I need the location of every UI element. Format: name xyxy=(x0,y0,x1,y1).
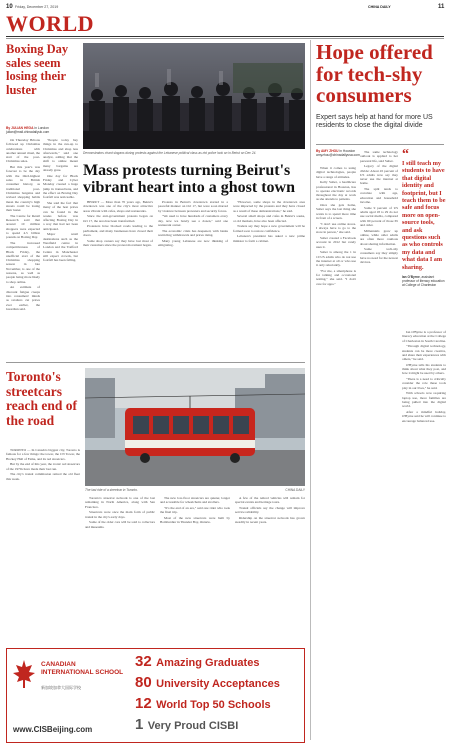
article3-p: Protests in Beirut's downtown started in a peaceful manner on Oct 17, but were soon marred by violence between protesters and security forces. xyxy=(158,200,228,213)
article4-col2 xyxy=(85,496,155,596)
article1-byline-loc: in London xyxy=(34,126,49,130)
article4-p: Some of the older cars will be sold to collectors and museums. xyxy=(85,520,155,529)
school-ad[interactable] xyxy=(6,648,305,743)
page-number: 10 xyxy=(6,4,13,10)
article4-p: The city's transit commission retired the old fleet this week. xyxy=(6,472,80,481)
article3-headline: Mass protests turning Beirut's vibrant heart into a ghost town xyxy=(83,162,296,196)
article4-p: Most of the new streetcars were built by Bombardier in Thunder Bay, Ontario. xyxy=(160,515,230,525)
article2-pullquote xyxy=(402,147,446,288)
masthead-rule xyxy=(6,36,444,37)
article2-pullquote-text: I still teach my students to have that digital identity and footprint, but I teach them to be safe and focus more on open-source tools, and ask questions such as who controls my data and what data I am sharing. xyxy=(402,160,446,271)
article2-pullquote-name: Ian O'Byrne xyxy=(402,275,420,280)
article2-p: After a mindful holiday, O'Byrne said he will continue to encourage balanced use. xyxy=(402,410,446,423)
page-gutter xyxy=(310,40,311,740)
toronto-caption-text: The last ride of a streetcar in Toronto. xyxy=(85,488,138,492)
article2-p: The same technology outlook is applied to her personal life, said Suber. xyxy=(360,150,398,163)
article4-col3 xyxy=(160,496,230,596)
article4-p: Ridership on the streetcar network has grown steadily in recent years. xyxy=(235,515,305,525)
article1-email: julian@mail.chinadailyuk.com xyxy=(6,130,50,135)
article2-byline-name: By AMY ZHOU xyxy=(316,149,339,153)
article2-p: The split tends to correlate with age, education and household income. xyxy=(360,187,398,205)
article2-p: Some 9 percent of US adults aged 18 to 29 do not use social media, compared with 60 percent of those 65 and older. xyxy=(360,205,398,227)
beirut-protest-photo xyxy=(83,43,305,149)
ad-stat-row xyxy=(135,716,301,737)
article4-p: The new low-floor streetcars are quieter, longer and accessible for wheelchairs and strollers. xyxy=(160,496,230,505)
article2-p: Some tech-shy consumers say they simply have no need for the newest devices. xyxy=(360,247,398,265)
ad-stat-row xyxy=(135,674,301,695)
article4-p: "It's the end of an era," said one rider who took the final trip. xyxy=(160,505,230,515)
article4-col1 xyxy=(6,448,80,598)
ad-logo xyxy=(11,655,129,705)
article3-col2 xyxy=(158,200,228,350)
article2-deck-rule xyxy=(316,144,444,145)
article2-p: "There is a need to critically consider the role these tools play in our lives," he said. xyxy=(402,377,446,390)
quote-mark-icon: “ xyxy=(402,147,409,162)
ad-stat-label: Amazing Graduates xyxy=(156,657,260,669)
article1-p: The Centre for Retail Research said that around 10 million shoppers were expected to spend 4.5 billion pounds on Boxing Day. xyxy=(6,213,40,240)
article3-bottom-rule xyxy=(6,362,305,363)
article2-p: Suber is among the 1 in 10 US adults who do not use the internet at all or who use it only reluctantly. xyxy=(316,250,356,268)
article2-p: "I don't use online stores. I always have to go to the store in person," she said. xyxy=(316,221,356,235)
article2-p: Suber created a Facebook account in 2012 but rarely uses it. xyxy=(316,236,356,249)
article4-p: TORONTO — In Canada's biggest city, Toronto is famous for a few things: the tower, the CN Tower, the Hockey Hall of Fame, and its red streetcars. xyxy=(6,448,80,461)
article1-p: But this year's was forecast to be the day with the third-highest sales in British consumer history, as traditional post-Christmas bargains and revised shopping habits mean the country's high streets could be losing their luster. xyxy=(6,165,40,213)
article4-p: Toronto's streetcar network is one of the last remaining in North America, along with San Francisco. xyxy=(85,496,155,509)
article2-col3 xyxy=(402,330,446,736)
article1-p: "People today buy things in the run-up to Christmas and shop less afterwards," said one analyst, adding that the shift to online meant many bargains are already gone. xyxy=(43,138,78,173)
article3-p: Protesters have blocked roads leading to the parliament, and many businesses have closed their doors. xyxy=(83,224,153,237)
article2-headline: Hope offered for tech-shy consumers xyxy=(316,40,433,107)
ad-logo-sub: 新加坡加拿大国际学校 xyxy=(41,685,81,690)
article2-p: "For me, a smartphone is for talking and occasional texting," she said. "I don't care for apps." xyxy=(316,268,356,286)
ad-stat-row xyxy=(135,653,301,674)
article1-headline: Boxing Day sales seem losing their luster xyxy=(6,42,69,97)
article3-p: BEIRUT — More than 70 years ago, Beirut's downtown was one of the city's most attractive areas vibrant with cafes, shops and restaurants. xyxy=(83,200,153,213)
article4-p: A few of the retired vehicles will remain for special events and heritage tours. xyxy=(235,496,305,505)
ad-stat-row xyxy=(135,695,301,716)
article2-p: O'Byrne tells his students to think about what they post, and how it might be used by others. xyxy=(402,362,446,376)
article2-p: Legacy of the digital divide: About 45 percent of US adults now say they never use the internet at home. xyxy=(360,164,398,186)
article1-body-col2 xyxy=(43,138,78,358)
article1-p: The increased competitiveness of Black Friday, the unofficial start of the Christmas shopping season in late November, is one of the reasons, as well as people being more likely to shop online. xyxy=(6,241,40,284)
ad-stat-label: World Top 50 Schools xyxy=(156,699,271,711)
article1-byline-name: By JULIAN HEGA xyxy=(6,126,34,130)
toronto-streetcar-photo xyxy=(85,368,305,486)
article4-col4 xyxy=(235,496,305,596)
ad-logo-text: CANADIAN INTERNATIONAL SCHOOL xyxy=(41,661,124,676)
article1-p: An estimate of discount fatigue creeps into consumers' minds as retailers cut prices ever earlier, the Guardian said. xyxy=(6,285,40,311)
article3-p: "We used to have hundreds of customers every day, now we barely see a dozen," said one restaurant owner. xyxy=(158,214,228,227)
article3-p: The economic crisis has deepened, with banks restricting withdrawals and prices rising. xyxy=(158,228,228,237)
article2-deck: Expert says help at hand for more US residents to close the digital divide xyxy=(316,114,433,130)
article1-p: On Thursday Britons followed up Christmas celebrations with another annual ritual, the start of the post-Christmas sales. xyxy=(6,138,40,164)
article2-col2 xyxy=(360,150,398,736)
article2-p: Ian O'Byrne is a professor of literacy education at the College of Charleston in South Carolina. xyxy=(402,330,446,343)
article3-p: Many young Lebanese are now thinking of emigrating. xyxy=(158,238,228,247)
article2-p: Once she gets home, Suber says the last thing she wants is to spend more time in front of a screen. xyxy=(316,203,356,221)
article2-p: When it comes to using digital technologies, people have a range of attitudes. xyxy=(316,166,356,179)
article2-p: With schools now requiring laptop use, more families are being pulled into the digital world. xyxy=(402,391,446,409)
article4-p: But by the end of this year, the iconic red streetcars of the 1970s have made their last run. xyxy=(6,462,80,471)
article2-p: Millennials grew up online, while older adults are often more cautious about sharing information. xyxy=(360,228,398,246)
article3-p: Since the anti-government protests began on Oct 17, the area has been transformed. xyxy=(83,214,153,223)
article2-byline xyxy=(316,149,360,158)
article3-col3 xyxy=(233,200,305,350)
article1-p: Major retail destinations such as the Westfield centre in London and the Trafford Centre in Manchester still expect crowds, but footfall has been falling. xyxy=(43,232,78,263)
article2-p: "Through digital technology, students can be more creative, and share their experiences with others," he said. xyxy=(402,344,446,362)
section-title: WORLD xyxy=(6,11,95,36)
article3-p: "However, some shops in the downtown area were impacted by the protests and they have closed as a result of these demonstrations," he said. xyxy=(233,200,305,213)
ad-url[interactable]: www.CISBeijing.com xyxy=(13,725,93,734)
article2-pullquote-attr xyxy=(402,275,446,287)
article2-pullquote-role: , assistant professor of literacy education at College of Charleston xyxy=(402,275,445,288)
article1-byline xyxy=(6,126,78,134)
masthead-page-right: 11 xyxy=(438,4,445,10)
article4-headline: Toronto's streetcars reach end of the road xyxy=(6,369,77,428)
ad-stat-label: Very Proud CISBI xyxy=(147,720,239,732)
article3-p: Traders say they hope a new government will be formed soon to restore confidence. xyxy=(233,224,305,233)
ad-stats xyxy=(135,653,301,737)
article3-p: Lebanon's president has asked a new prime minister to form a cabinet. xyxy=(233,234,305,243)
article4-p: Transit officials say the change will improve service reliability. xyxy=(235,505,305,515)
article3-col1 xyxy=(83,200,153,350)
masthead-date: Friday, December 27, 2019 xyxy=(15,5,59,9)
maple-leaf-icon xyxy=(11,659,37,689)
article1-p: She said the fact that many of the best prices can be found in the weeks before was affecting Boxing Day in a way that had not been anticipated. xyxy=(43,200,78,231)
article3-p: Some shop owners say they have lost most of their customers since the protest movement began. xyxy=(83,238,153,247)
toronto-photo-caption xyxy=(85,488,305,492)
article4-p: Streetcars were once the main form of public transit in the city's early days. xyxy=(85,510,155,519)
article2-col1 xyxy=(316,166,356,736)
ad-stat-label: University Acceptances xyxy=(156,678,280,690)
article2-p: Kelly Suber, a healthcare professional in Houston, has to operate electronic records throughout the day at work as she attends to patients. xyxy=(316,180,356,202)
masthead-paper: CHINA DAILY xyxy=(368,5,391,9)
masthead-subrule xyxy=(6,38,444,39)
article1-p: One day for Black Friday and Cyber Monday created a huge jump in transactions, and the effect on Boxing Day footfall was noticeable. xyxy=(43,173,78,200)
article3-p: Several small shops and cafes in Beirut's souks, or old markets, have also been affected. xyxy=(233,214,305,223)
toronto-photo-credit: CHINA DAILY xyxy=(285,488,305,492)
ad-stat-num: 32 xyxy=(135,653,152,670)
ad-stat-num: 12 xyxy=(135,695,152,712)
article1-body xyxy=(6,138,40,358)
article2-email: amyzhou@chinadailyusa.com xyxy=(316,153,360,158)
ad-stat-num: 80 xyxy=(135,674,152,691)
article2-byline-loc: in Houston xyxy=(339,149,356,153)
ad-stat-num: 1 xyxy=(135,716,144,733)
beirut-photo-caption: Demonstrators chant slogans during protests against the Lebanese political class as riot police look on in Beirut on Dec 24. xyxy=(83,151,257,155)
